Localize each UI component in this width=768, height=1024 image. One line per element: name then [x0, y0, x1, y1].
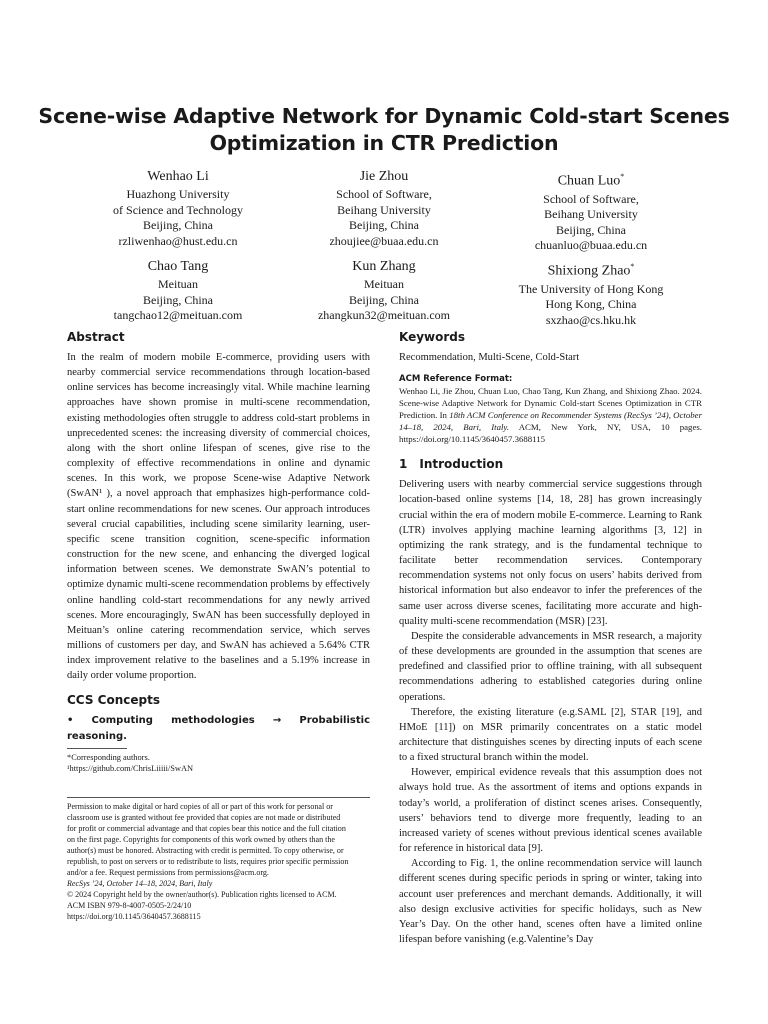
author-location: Beijing, China	[143, 292, 213, 307]
author-block	[471, 168, 711, 254]
acm-ref-heading: ACM Reference Format:	[399, 374, 513, 385]
permission-line: author(s) must be honored. Abstracting with credit is permitted. To copy otherwise, or	[67, 846, 344, 855]
permission-line: on the first page. Copyrights for components of this work owned by others than the	[67, 835, 335, 844]
author-name: Chao Tang	[147, 259, 209, 274]
author-name: Wenhao Li	[147, 169, 209, 184]
keywords-text: Recommendation, Multi-Scene, Cold-Start	[399, 352, 580, 363]
author-email[interactable]: zhoujiee@buaa.edu.cn	[329, 233, 439, 248]
intro-paragraph: Delivering users with nearby commercial service suggestions through location-based online systems [14, 18, 28] has grown increasingly crucial within the era of modern mobile E-commerce. Learning to Rank (LTR) involves applying machine learning algorithms [3, 12] in optimizing the rank strategy, and is the fundamental technique to facilitate better recommendation services. Contemporary recommendation systems not only focus on users’ habits derived from historical information but also endeavor to infer the preferences of the same user across diverse scenes, facilitating more accurate and high-quality multi-scene recommendation (MSR) [23].	[399, 479, 702, 627]
footnote-link[interactable]: ¹https://github.com/ChrisLiiiii/SwAN	[67, 764, 194, 773]
ccs-heading: CCS Concepts	[67, 693, 160, 708]
footnotes	[67, 752, 370, 774]
permission-line: republish, to post on servers or to redistribute to lists, requires prior specific permission	[67, 857, 349, 866]
author-affiliation: School of Software,	[543, 191, 639, 206]
permission-line: classroom use is granted without fee provided that copies are not made or distributed	[67, 813, 341, 822]
intro-paragraph: Despite the considerable advancements in MSR research, a majority of these developments are grounded in the assumption that scenes are predefined and classified prior to offline training, with all subsequent recommendations adhering to established categories during online operations.	[399, 630, 702, 703]
intro-paragraph: According to Fig. 1, the online recommendation service will launch different scenes during specific periods in spring or winter, taking into account user preferences and merchant demands. Additionally, it will also design exclusive activities for specific holidays, such as New Year’s Day. On the other hand, scenes often have a limited online lifespan before vanishing (e.g.Valentine’s Day	[399, 858, 702, 945]
permission-rule	[67, 797, 370, 798]
permission-line: for profit or commercial advantage and that copies bear this notice and the full citation	[67, 824, 346, 833]
isbn-line: ACM ISBN 979-8-4007-0505-2/24/10	[67, 901, 192, 910]
intro-paragraph: Therefore, the existing literature (e.g.SAML [2], STAR [19], and HMoE [11]) on MSR primarily concentrates on a static model architecture that distinguishes scenes by directing inputs of each scene to a fixed structural branch within the model.	[399, 706, 702, 764]
author-email[interactable]: zhangkun32@meituan.com	[317, 308, 451, 322]
author-block	[264, 168, 504, 249]
author-name: Shixiong Zhao	[547, 263, 631, 279]
abstract-heading: Abstract	[67, 330, 125, 344]
footnote: *Corresponding authors.	[67, 753, 150, 762]
author-email[interactable]: chuanluo@buaa.edu.cn	[534, 238, 648, 253]
author-affiliation: Beihang University	[337, 202, 431, 217]
author-location: Beijing, China	[143, 218, 213, 232]
author-affiliation: The University of Hong Kong	[518, 281, 664, 296]
author-affiliation: Meituan	[158, 277, 198, 291]
section-title: Introduction	[419, 457, 504, 472]
acm-ref-venue: 18th ACM Conference on Recommender Systems (RecSys ’24), October 14–18, 2024, Bari, Italy.	[399, 410, 702, 433]
author-location: Hong Kong, China	[545, 297, 637, 312]
author-email[interactable]: rzliwenhao@hust.edu.cn	[118, 233, 238, 248]
author-affiliation: Huazhong University	[126, 187, 230, 201]
corresponding-mark: *	[630, 262, 635, 271]
author-location: Beijing, China	[349, 218, 419, 232]
author-block	[264, 258, 504, 324]
left-column	[67, 330, 370, 744]
author-email[interactable]: tangchao12@meituan.com	[113, 308, 243, 322]
corresponding-mark: *	[620, 172, 625, 181]
paper-title	[0, 103, 768, 157]
copyright-line: © 2024 Copyright held by the owner/author(s). Publication rights licensed to ACM.	[67, 890, 337, 899]
author-name: Chuan Luo	[557, 173, 621, 189]
author-name: Kun Zhang	[352, 259, 416, 274]
acm-ref-text: ACM, New York, NY, USA, 10 pages. https://doi.org/10.1145/3640457.3688115	[399, 422, 702, 445]
author-affiliation: School of Software,	[336, 187, 432, 201]
author-name: Jie Zhou	[359, 169, 409, 184]
author-affiliation: Beihang University	[544, 207, 638, 222]
author-location: Beijing, China	[556, 222, 626, 237]
author-block	[58, 258, 298, 324]
conference-line: RecSys ’24, October 14–18, 2024, Bari, Italy	[67, 879, 213, 888]
acm-ref-text: Wenhao Li, Jie Zhou, Chuan Luo, Chao Tang, Kun Zhang, and Shixiong Zhao. 2024. Scene-wise Adaptive Network for Dynamic Cold-start Scenes Optimization in CTR Prediction. In	[399, 386, 702, 421]
keywords-heading: Keywords	[399, 330, 466, 344]
author-affiliation: of Science and Technology	[113, 202, 243, 217]
author-block	[58, 168, 298, 249]
acm-reference	[399, 373, 702, 445]
author-affiliation: Meituan	[364, 277, 404, 291]
intro-heading	[399, 457, 702, 473]
author-block	[471, 258, 711, 328]
doi-link[interactable]: https://doi.org/10.1145/3640457.3688115	[67, 912, 201, 921]
paper-title-line1: Scene-wise Adaptive Network for Dynamic Cold-start Scenes	[38, 104, 730, 128]
section-number: 1	[399, 457, 408, 472]
permission-line: Permission to make digital or hard copies of all or part of this work for personal or	[67, 802, 333, 811]
intro-paragraph: However, empirical evidence reveals that this assumption does not always hold true. As the assortment of items and options expands in today’s world, a proliferation of distinct scenes arises. Consequently, users’ behaviors tend to diverge more frequently, leading to an increased variety of scenes without previous identical scenes available for reference in historical data [9].	[399, 767, 702, 855]
ccs-concept: • Computing methodologies → Probabilistic reasoning.	[67, 715, 370, 742]
permission-block	[67, 801, 370, 922]
footnote-rule	[67, 748, 127, 749]
abstract-text: In the realm of modern mobile E-commerce, providing users with nearby commercial service recommendations through location-based online services has become increasingly vital. While machine learning approaches have shown promise in multi-scene recommendation, existing methodologies often struggle to address cold-start problems in unprecedented scenes: the increasing diversity of commercial choices, along with the short online lifespan of scenes, give rise to the complexity of effective recommendations in online and dynamic scenes. In this work, we propose Scene-wise Adaptive Network (SwAN¹ ), a novel approach that emphasizes high-performance cold-start online recommendations for new scenes. Our approach introduces several crucial capabilities, including scene similarity learning, user-specific scene transition cognition, scene-specific information construction for the new scene, and enhancing the diverged logical information between scenes. We demonstrate SwAN’s potential to optimize dynamic multi-scene recommendation problems by effectively online handling cold-start recommendations for any newly arrived scenes. More encouragingly, SwAN has been successfully deployed in Meituan’s online catering recommendation service, which serves millions of customers per day, and SwAN has achieved a 5.64% CTR index improvement relative to the baselines and a 5.19% increase in daily order volume proportion.	[67, 352, 370, 682]
paper-title-line2: Optimization in CTR Prediction	[209, 131, 559, 155]
right-column	[399, 330, 702, 947]
author-email[interactable]: sxzhao@cs.hku.hk	[545, 312, 637, 327]
permission-line: and/or a fee. Request permissions from permissions@acm.org.	[67, 868, 269, 877]
author-location: Beijing, China	[349, 292, 419, 307]
